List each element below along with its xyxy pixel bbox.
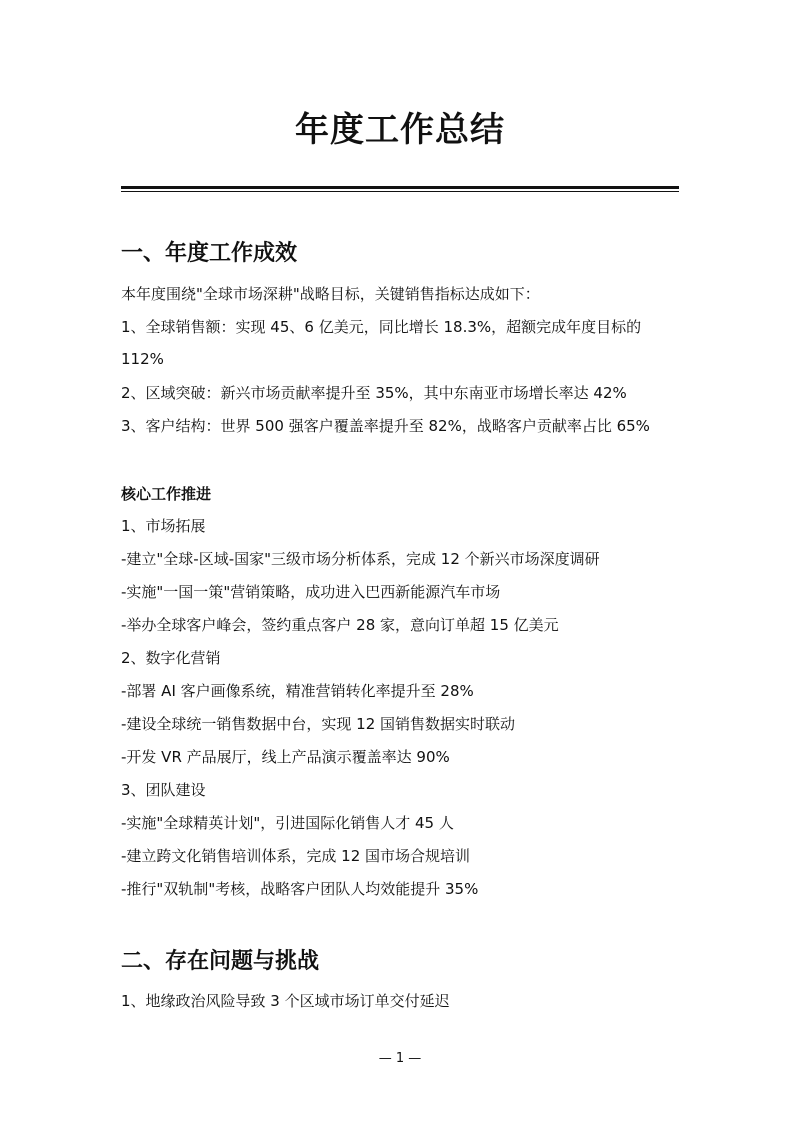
- core-bullet: -举办全球客户峰会，签约重点客户 28 家，意向订单超 15 亿美元: [121, 616, 559, 634]
- core-bullet: -部署 AI 客户画像系统，精准营销转化率提升至 28%: [121, 682, 474, 700]
- core-work-heading: 核心工作推进: [121, 485, 212, 503]
- section1-intro: 本年度围绕"全球市场深耕"战略目标，关键销售指标达成如下：: [121, 285, 540, 303]
- core-bullet: -建立跨文化销售培训体系，完成 12 国市场合规培训: [121, 847, 471, 865]
- section1-item: 3、客户结构：世界 500 强客户覆盖率提升至 82%，战略客户贡献率占比 65%: [121, 417, 650, 435]
- core-subheading: 3、团队建设: [121, 781, 206, 799]
- core-bullet: -开发 VR 产品展厅，线上产品演示覆盖率达 90%: [121, 748, 450, 766]
- core-subheading: 2、数字化营销: [121, 649, 221, 667]
- page-title: 年度工作总结: [295, 110, 505, 150]
- core-bullet: -建设全球统一销售数据中台，实现 12 国销售数据实时联动: [121, 715, 516, 733]
- section2-heading: 二、存在问题与挑战: [121, 949, 320, 974]
- section1-item: 1、全球销售额：实现 45、6 亿美元，同比增长 18.3%，超额完成年度目标的: [121, 318, 642, 336]
- section1-item: 112%: [121, 350, 164, 368]
- section1-item: 2、区域突破：新兴市场贡献率提升至 35%，其中东南亚市场增长率达 42%: [121, 384, 627, 402]
- section2-item: 1、地缘政治风险导致 3 个区域市场订单交付延迟: [121, 992, 450, 1010]
- title-divider-thin: [121, 191, 679, 192]
- core-bullet: -推行"双轨制"考核，战略客户团队人均效能提升 35%: [121, 880, 479, 898]
- page-number: — 1 —: [378, 1051, 422, 1066]
- core-bullet: -实施"全球精英计划"，引进国际化销售人才 45 人: [121, 814, 454, 832]
- core-subheading: 1、市场拓展: [121, 517, 206, 535]
- title-divider-thick: [121, 186, 679, 189]
- core-bullet: -建立"全球-区域-国家"三级市场分析体系，完成 12 个新兴市场深度调研: [121, 550, 600, 568]
- core-bullet: -实施"一国一策"营销策略，成功进入巴西新能源汽车市场: [121, 583, 501, 601]
- section1-heading: 一、年度工作成效: [121, 241, 298, 266]
